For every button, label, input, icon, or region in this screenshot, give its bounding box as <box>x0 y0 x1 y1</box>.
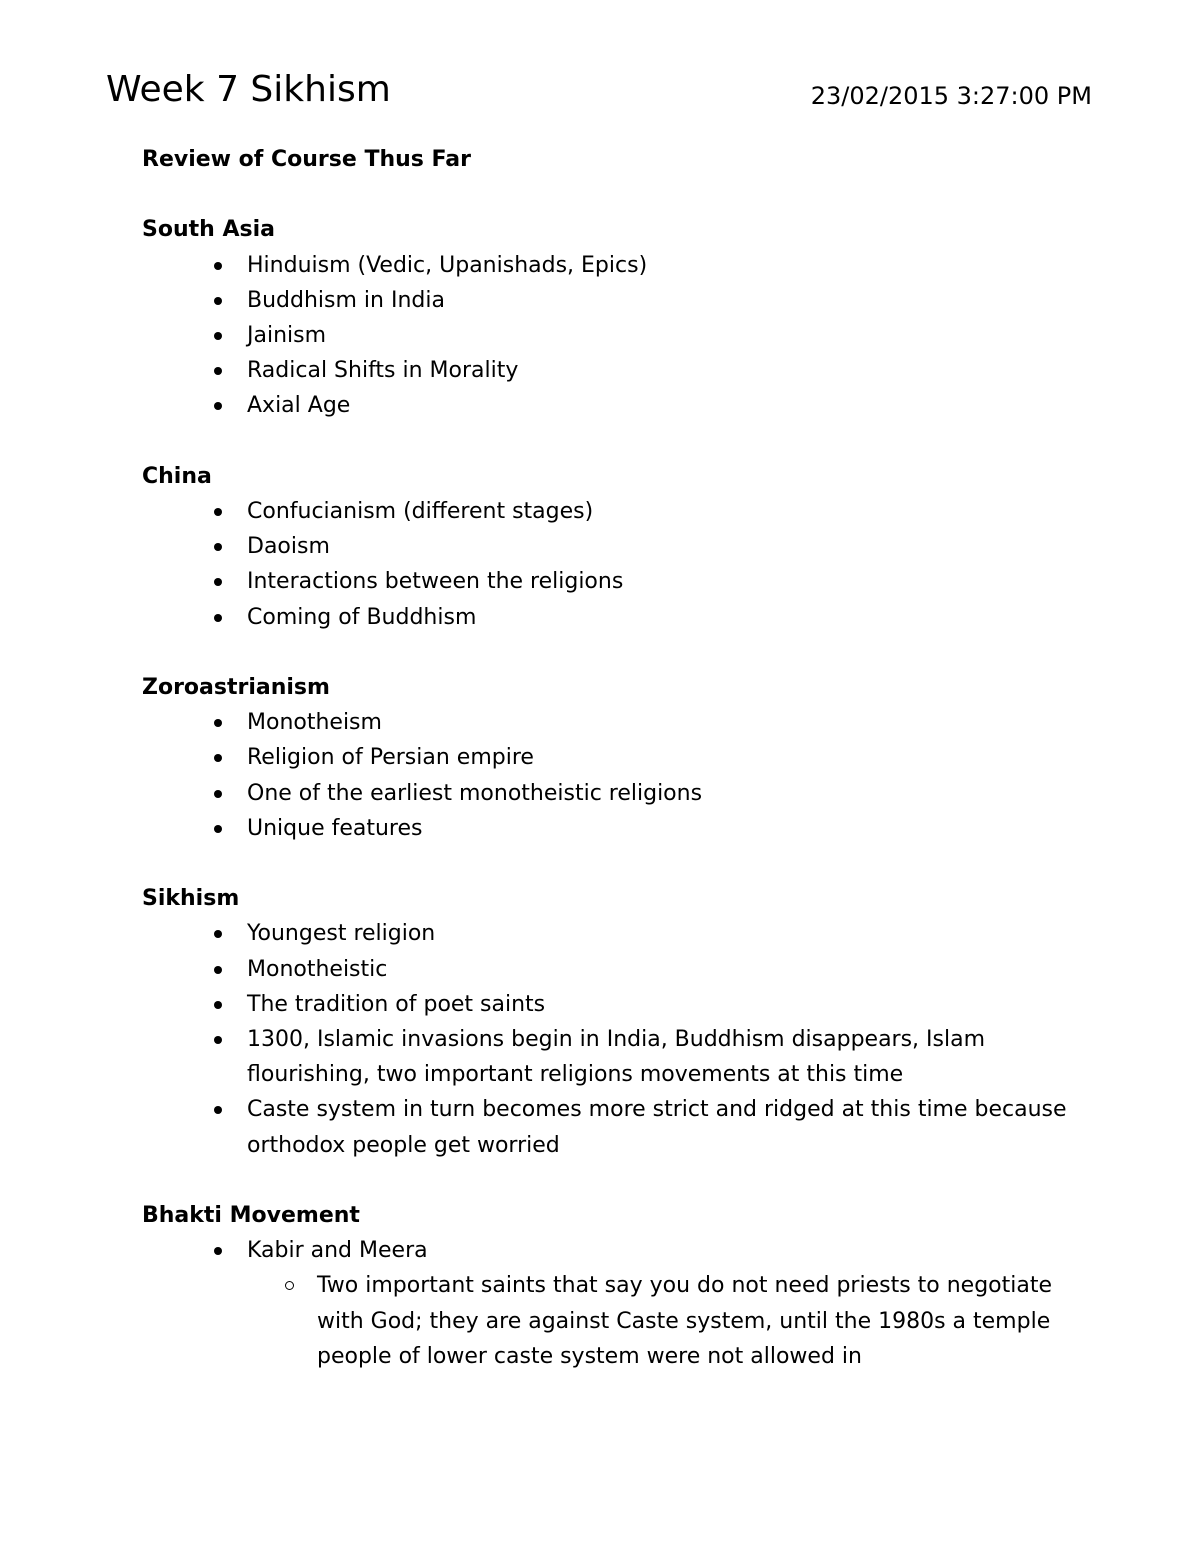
list-item <box>142 353 1072 388</box>
bullet-icon <box>214 262 222 270</box>
section-heading: Bhakti Movement <box>142 1203 360 1229</box>
list-item-text: Radical Shifts in Morality <box>247 358 519 384</box>
list-item <box>142 1233 1072 1374</box>
page-header <box>0 0 1200 130</box>
list-item <box>142 776 1072 811</box>
bullet-icon <box>214 754 222 762</box>
hollow-bullet-icon <box>285 1281 294 1290</box>
section-sikhism <box>142 881 1072 1163</box>
list-item-text: Religion of Persian empire <box>247 745 534 771</box>
bullet-list <box>142 494 1072 635</box>
bullet-icon <box>214 1106 222 1114</box>
list-item-text: Caste system in turn becomes more strict and ridged at this time because orthodox people get worried <box>247 1097 1067 1158</box>
section-bhakti-movement <box>142 1198 1072 1374</box>
list-item-text: Interactions between the religions <box>247 569 624 595</box>
bullet-icon <box>214 1247 222 1255</box>
bullet-icon <box>214 578 222 586</box>
document-body <box>142 142 1072 1409</box>
list-item <box>142 1022 1072 1092</box>
list-item-text: Monotheism <box>247 710 382 736</box>
list-item-text: Axial Age <box>247 393 351 419</box>
list-item <box>142 600 1072 635</box>
bullet-icon <box>214 930 222 938</box>
list-item-text: Kabir and Meera <box>247 1238 428 1264</box>
list-item-text: 1300, Islamic invasions begin in India, Buddhism disappears, Islam flourishing, two important religions movements at this time <box>247 1027 986 1088</box>
bullet-icon <box>214 719 222 727</box>
list-item <box>142 248 1072 283</box>
bullet-icon <box>214 1001 222 1009</box>
bullet-list <box>142 705 1072 846</box>
bullet-icon <box>214 825 222 833</box>
bullet-list <box>142 1233 1072 1374</box>
list-item <box>142 952 1072 987</box>
list-item-text: One of the earliest monotheistic religions <box>247 780 703 806</box>
section-heading: Zoroastrianism <box>142 675 330 700</box>
bullet-icon <box>214 508 222 516</box>
list-item <box>142 811 1072 846</box>
sub-list-item-text: Two important saints that say you do not need priests to negotiate with God; they are against Caste system, until the 1980s a temple people of lower caste system were not allowed in <box>317 1273 1053 1369</box>
list-item-text: Daoism <box>247 534 330 560</box>
list-item <box>142 388 1072 423</box>
list-item <box>142 494 1072 529</box>
list-item <box>142 916 1072 951</box>
bullet-icon <box>214 297 222 305</box>
sections-container <box>142 212 1072 1374</box>
review-heading: Review of Course Thus Far <box>142 147 471 172</box>
list-item <box>142 705 1072 740</box>
list-item-text: Unique features <box>247 815 423 841</box>
sub-list-item <box>247 1268 1072 1374</box>
list-item <box>142 564 1072 599</box>
bullet-icon <box>214 367 222 375</box>
list-item-text: Coming of Buddhism <box>247 604 477 630</box>
bullet-icon <box>214 332 222 340</box>
bullet-icon <box>214 790 222 798</box>
section-zoroastrianism <box>142 670 1072 846</box>
list-item <box>142 283 1072 318</box>
list-item <box>142 529 1072 564</box>
bullet-list <box>142 916 1072 1162</box>
section-heading: China <box>142 463 212 489</box>
list-item-text: The tradition of poet saints <box>247 991 546 1017</box>
list-item-text: Hinduism (Vedic, Upanishads, Epics) <box>247 252 648 278</box>
list-item-text: Buddhism in India <box>247 287 445 313</box>
section-china <box>142 459 1072 635</box>
list-item-text: Confucianism (different stages) <box>247 499 594 524</box>
bullet-list <box>142 248 1072 424</box>
bullet-icon <box>214 966 222 974</box>
list-item <box>142 740 1072 775</box>
document-title: Week 7 Sikhism <box>106 69 391 110</box>
list-item <box>142 987 1072 1022</box>
list-item-text: Jainism <box>247 323 327 348</box>
list-item-text: Monotheistic <box>247 956 388 982</box>
list-item <box>142 1092 1072 1162</box>
section-south-asia <box>142 212 1072 423</box>
bullet-icon <box>214 543 222 551</box>
bullet-icon <box>214 614 222 622</box>
list-item-text: Youngest religion <box>247 921 436 947</box>
bullet-icon <box>214 1036 222 1044</box>
section-heading: Sikhism <box>142 886 240 912</box>
sub-bullet-list <box>247 1268 1072 1374</box>
document-timestamp: 23/02/2015 3:27:00 PM <box>810 82 1092 110</box>
list-item <box>142 318 1072 353</box>
bullet-icon <box>214 402 222 410</box>
section-heading: South Asia <box>142 217 275 243</box>
